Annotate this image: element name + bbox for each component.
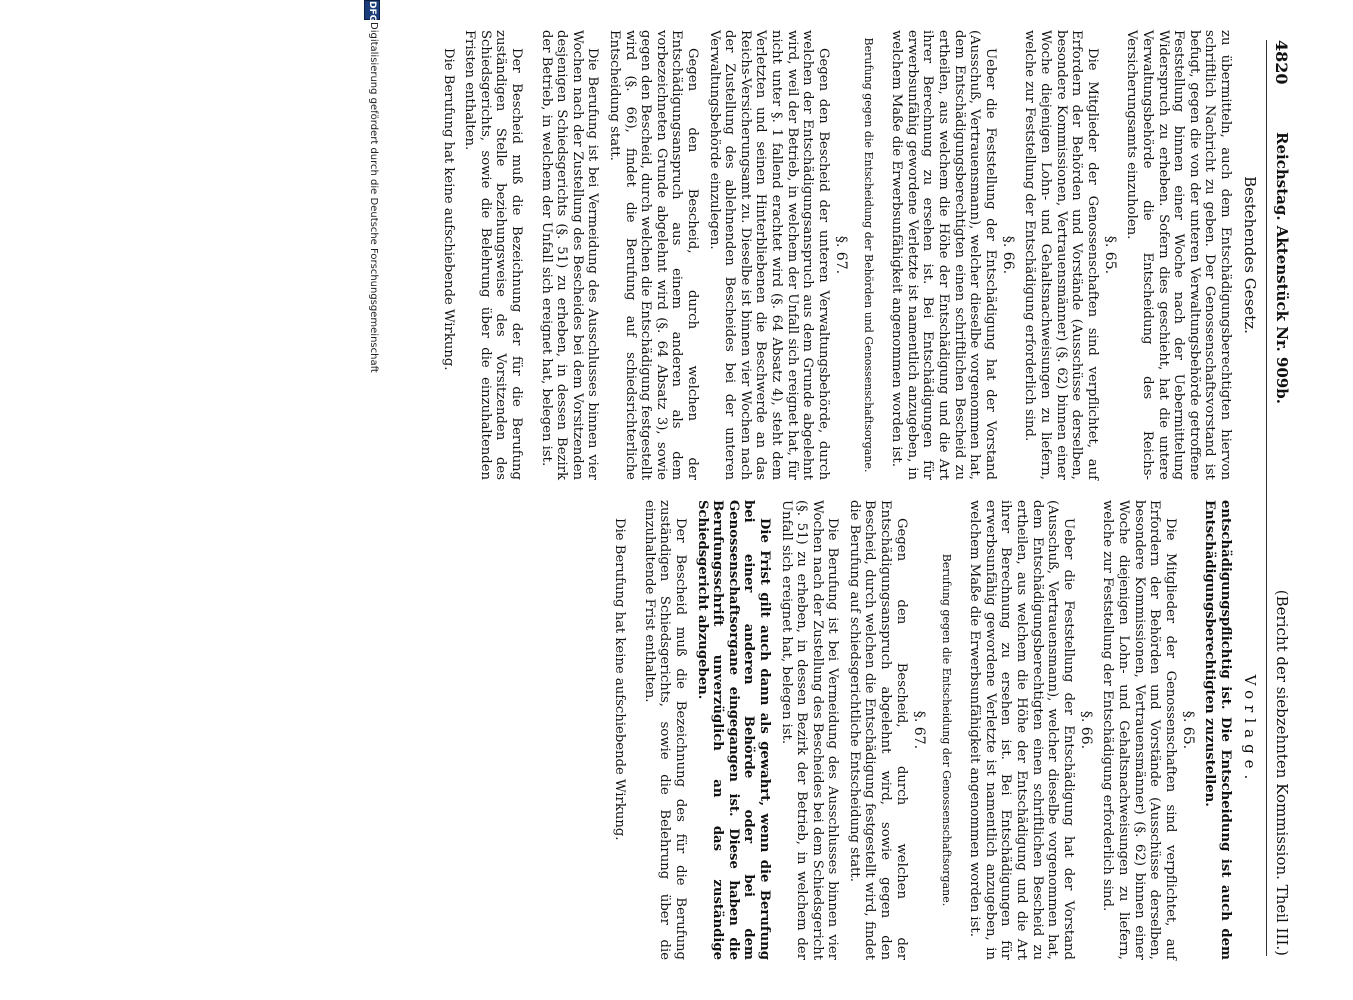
column-heading-existing-law: Bestehendes Gesetz. bbox=[1241, 176, 1259, 334]
intro-paragraph: entschädigungspflichtig ist. Die Entscheidung ist auch dem Entschädigungsberechtigten zuzustellen. bbox=[1202, 500, 1233, 960]
section-66-title: §. 66. bbox=[999, 235, 1016, 275]
section-67-paragraph-5: Die Berufung hat keine aufschiebende Wirkung. bbox=[612, 518, 628, 841]
section-67-paragraph-1: Gegen den Bescheid der unteren Verwaltungsbehörde, durch welchen der Entschädigungsanspruch aus dem Grunde abgelehnt wird, weil der Betrieb, in welchem der Unfall sich ereignet hat, für nicht unter §. 1 fallend erachtet wird (§. 64 Absatz 4), steht dem Verletzten und seinen Hinterbliebenen die Beschwerde an das Reichs-Versicherungsamt zu. Dieselbe ist binnen vier Wochen nach der Zustellung des ablehnenden Bescheides bei der unteren Verwaltungsbehörde einzulegen. bbox=[706, 30, 831, 480]
header-divider bbox=[1266, 40, 1267, 956]
section-67-paragraph-3: Die Frist gilt auch dann als gewahrt, wenn die Berufung bei einer anderen Behörde oder bei dem Genossenschaftsorgane eingegangen ist. Diese haben die Berufungsschrift unverzüglich an das zuständige Schiedsgericht abzugeben. bbox=[694, 500, 772, 960]
column-draft bbox=[606, 500, 1261, 960]
section-65-text: Die Mitglieder der Genossenschaften sind verpflichtet, auf Erfordern der Behörden und Vorstände (Ausschüsse derselben, besondere Kommissionen, Vertrauensmänner) (§. 62) binnen einer Woche diejenigen Lohn- und Gehaltsnachweisungen zu liefern, welche zur Feststellung der Entschädigung erforderlich sind. bbox=[1100, 500, 1178, 960]
section-67-title: §. 67. bbox=[832, 235, 849, 275]
section-65-title: §. 65. bbox=[1101, 235, 1118, 275]
side-heading: Berufung gegen die Entscheidung der Behörden und Genossenschaftsorgane. bbox=[861, 37, 875, 473]
digitization-footer bbox=[360, 0, 380, 1000]
page-number: 4820 bbox=[1272, 40, 1291, 85]
section-67-paragraph-4: Der Bescheid muß die Bezeichnung des für die Berufung zuständigen Schiedsgerichts, sowie die Belehrung über die einzuhaltende Frist enthalten. bbox=[641, 500, 688, 960]
section-67-paragraph-2: Die Berufung ist bei Vermeidung des Ausschlusses binnen vier Wochen nach der Zustellung des Bescheides bei dem Schiedsgericht (§. 51) zu erheben, in dessen Bezirk der Betrieb, in welchem der Unfall sich ereignet hat, belegen ist. bbox=[778, 500, 841, 960]
section-67-title: §. 67. bbox=[910, 710, 927, 750]
section-65-title: §. 65. bbox=[1179, 710, 1196, 750]
section-66-title: §. 66. bbox=[1077, 710, 1094, 750]
footer-credit: Digitalisierung gefördert durch die Deutsche Forschungsgemeinschaft bbox=[368, 22, 379, 373]
header-title: Reichstag. Aktenstück Nr. 909b. bbox=[1273, 132, 1291, 404]
section-67-paragraph-3: Die Berufung ist bei Vermeidung des Ausschlusses binnen vier Wochen nach der Zustellung des Bescheides bei dem Vorsitzenden desjenigen Schiedsgerichts (§. 51) zu erheben, in dessen Bezirk der Betrieb, in welchem der Unfall sich ereignet hat, belegen ist. bbox=[538, 30, 601, 480]
section-67-paragraph-2: Gegen den Bescheid, durch welchen der Entschädigungsanspruch aus einem anderen als dem vorbezeichneten Grunde abgelehnt wird (§. 64 Absatz 3), sowie gegen den Bescheid, durch welchen die Entschädigung festgestellt wird (§. 66), findet die Berufung auf schiedsrichterliche Entscheidung statt. bbox=[607, 30, 700, 480]
dfg-logo-icon: DFG bbox=[364, 0, 380, 20]
intro-paragraph: zu übermitteln, auch dem Entschädigungsberechtigten hiervon schriftlich Nachricht zu geben. Der Genossenschaftsvorstand ist befugt, gegen die von der unteren Verwaltungsbehörde getroffene Feststellung binnen einer Woche nach der Uebermittelung Widerspruch zu erheben. Sofern dies geschieht, hat die untere Verwaltungsbehörde die Entscheidung des Reichs-Versicherungsamts einzuholen. bbox=[1124, 30, 1233, 480]
section-65-text: Die Mitglieder der Genossenschaften sind verpflichtet, auf Erfordern der Behörden und Vorstände (Ausschüsse derselben, besondere Kommissionen, Vertrauensmänner) (§. 62) binnen einer Woche diejenigen Lohn- und Gehaltsnachweisungen zu liefern, welche zur Feststellung der Entschädigung erforderlich sind. bbox=[1022, 30, 1100, 480]
header-subtitle: (Bericht der siebzehnten Kommission. Theil III.) bbox=[1273, 589, 1291, 956]
section-66-text: Ueber die Feststellung der Entschädigung hat der Vorstand (Ausschuß, Vertrauensmann), welcher dieselbe vorgenommen hat, dem Entschädigungsberechtigten einen schriftlichen Bescheid zu ertheilen, aus welchem die Höhe der Entschädigung und die Art ihrer Berechnung zu ersehen ist. Bei Entschädigungen für erwerbsunfähig gewordene Verletzte ist namentlich anzugeben, in welchem Maße die Erwerbsunfähigkeit angenommen worden ist. bbox=[967, 500, 1076, 960]
column-heading-draft: Vorlage. bbox=[1241, 674, 1259, 786]
side-heading: Berufung gegen die Entscheidung der Genossenschaftsorgane. bbox=[939, 553, 953, 907]
section-67-paragraph-4: Der Bescheid muß die Bezeichnung der für die Berufung zuständigen Stelle beziehungsweise des Vorsitzenden des Schiedsgerichts, sowie die Belehrung über die einzuhaltenden Fristen enthalten. bbox=[462, 30, 525, 480]
column-existing-law bbox=[434, 30, 1261, 480]
section-67-paragraph-1: Gegen den Bescheid, durch welchen der Entschädigungsanspruch abgelehnt wird, sowie gegen den Bescheid, durch welchen die Entschädigung festgestellt wird, findet die Berufung auf schiedsgerichtliche Entscheidung statt. bbox=[846, 500, 909, 960]
section-67-paragraph-5: Die Berufung hat keine aufschiebende Wirkung. bbox=[440, 48, 456, 371]
page-header bbox=[1265, 40, 1291, 956]
section-66-text: Ueber die Feststellung der Entschädigung hat der Vorstand (Ausschuß, Vertrauensmann), welcher dieselbe vorgenommen hat, dem Entschädigungsberechtigten einen schriftlichen Bescheid zu ertheilen, aus welchem die Höhe der Entschädigung und die Art ihrer Berechnung zu ersehen ist. Bei Entschädigungen für erwerbsunfähig gewordene Verletzte ist namentlich anzugeben, in welchem Maße die Erwerbsunfähigkeit angenommen worden ist. bbox=[889, 30, 998, 480]
